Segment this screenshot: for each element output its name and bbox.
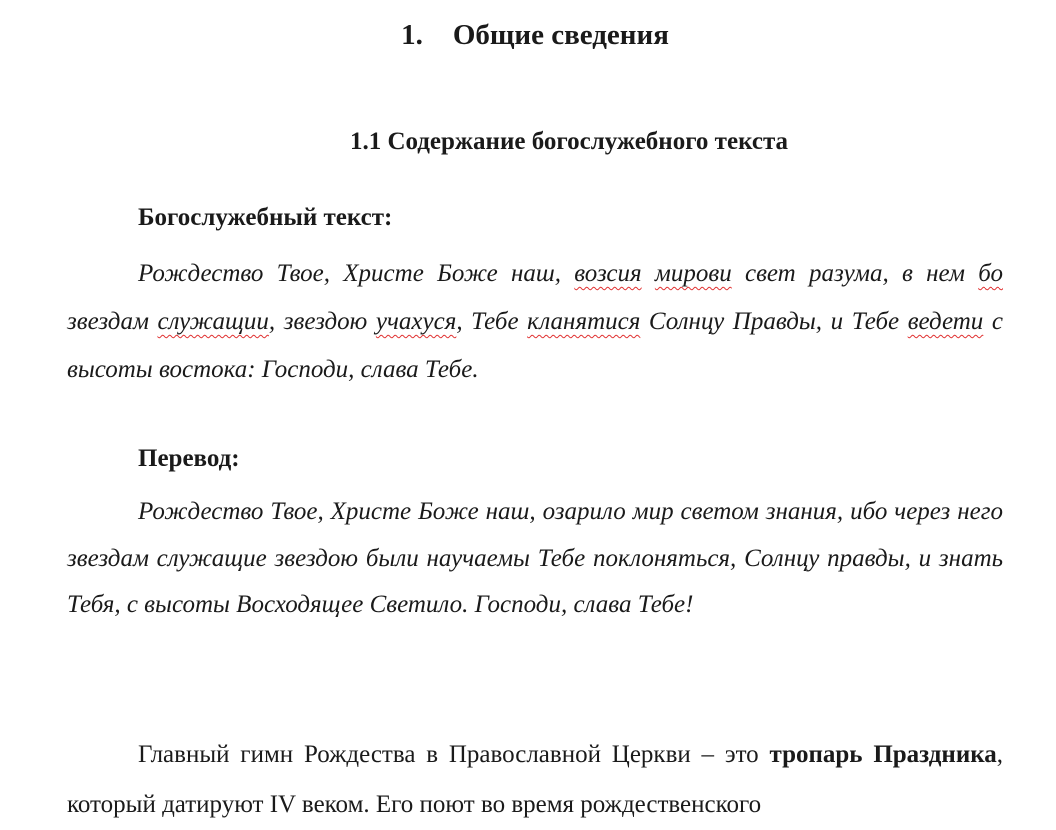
spellcheck-word[interactable]: учахуся xyxy=(375,308,457,335)
text-run: Рождество Твое, Христе Боже наш, xyxy=(138,260,575,287)
heading-1-title: Общие сведения xyxy=(452,19,669,51)
bold-term: тропарь Праздника xyxy=(769,741,997,768)
text-run: с высоты востока: Господи, слава Тебе. xyxy=(67,308,1003,383)
spellcheck-word[interactable]: возсия xyxy=(574,260,642,287)
heading-2: 1.1 Содержание богослужебного текста xyxy=(349,128,789,155)
text-run: свет разума, в нем xyxy=(731,260,979,287)
text-run: , Тебе xyxy=(456,308,528,335)
spellcheck-word[interactable]: кланятися xyxy=(527,308,641,335)
spellcheck-word[interactable]: мирови xyxy=(654,260,732,287)
translation-label: Перевод: xyxy=(138,445,240,472)
text-run: звездам xyxy=(67,308,158,335)
spellcheck-word[interactable]: ведети xyxy=(907,308,984,335)
spellcheck-word[interactable]: служащии xyxy=(157,308,269,335)
text-run: , который датируют IV веком. Его поют во время рождественского xyxy=(67,741,1003,818)
heading-1 xyxy=(67,17,1003,53)
translation-paragraph: Рождество Твое, Христе Боже наш, озарило мир светом знания, ибо через него звездам служащие звездою были научаемы Тебе поклоняться, Солнцу правды, и знать Тебя, с высоты Восходящее Светило. Господи, слава Тебе! xyxy=(67,498,1003,618)
text-run: , звездою xyxy=(268,308,376,335)
liturgical-text-paragraph xyxy=(67,250,1003,394)
text-run: Солнцу Правды, и Тебе xyxy=(640,308,908,335)
text-run: Главный гимн Рождества в Православной Церкви – это xyxy=(138,741,770,768)
text-run xyxy=(642,260,655,287)
body-paragraph xyxy=(67,730,1003,830)
liturgical-text-label: Богослужебный текст: xyxy=(138,204,393,231)
spellcheck-word[interactable]: бо xyxy=(978,260,1003,287)
heading-1-number: 1. xyxy=(401,19,423,51)
